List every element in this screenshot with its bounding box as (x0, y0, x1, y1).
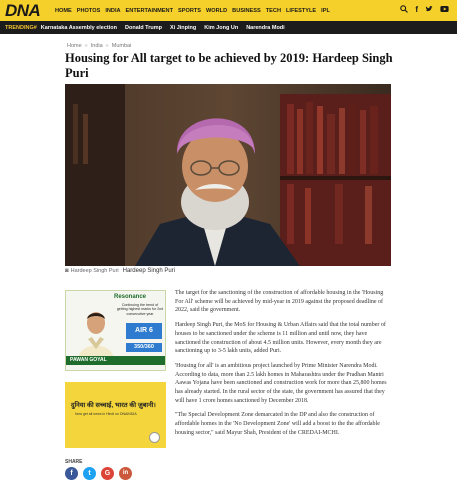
ad-brand: Resonance (114, 294, 147, 300)
trending-item[interactable]: Xi Jinping (169, 24, 197, 31)
top-navbar (0, 0, 457, 21)
trending-item[interactable]: Narendra Modi (246, 24, 285, 31)
article-paragraph: 'Housing for all' is an ambitious project launched by Prime Minister Narendra Modi. According to data, more than 2.5 lakh homes in Maharashtra under the Pradhan Mantri Aawas Yojana have been sanctioned and construction work for more than 25,800 homes has already started. In the rural sector of the state, the government has assured that they will have 1 crore homes sanctioned by December 2018. (175, 362, 387, 404)
nav-item-photos[interactable]: PHOTOS (76, 7, 101, 14)
caption-name: Hardeep Singh Puri (122, 268, 176, 274)
facebook-icon[interactable]: f (415, 5, 418, 14)
ad-logo-icon (149, 432, 160, 443)
breadcrumb-mumbai[interactable]: Mumbai (111, 43, 132, 49)
article-body (175, 289, 392, 444)
header-icons (400, 5, 449, 16)
trending-bar (0, 21, 457, 34)
main-nav (55, 8, 335, 14)
ad-slogan: Continuing the trend of getting highest marks for 2nd consecutive year (116, 303, 164, 316)
article-paragraph: "The Special Development Zone demarcated in the DP and also the construction of affordable homes in the 'No Development Zone' will add a boost to the the affordable housing sector," said Mayur Shah, President of the CREDAI-MCHI. (175, 412, 380, 436)
ad-score-badge: 350/360 (126, 343, 162, 352)
share-label: SHARE (65, 459, 83, 465)
article-title: Housing for All target to be achieved by 2019: Hardeep Singh Puri (65, 51, 393, 80)
nav-item-business[interactable]: BUSINESS (232, 7, 261, 14)
trending-item[interactable]: Karnataka Assembly election (40, 24, 117, 31)
nav-item-tech[interactable]: TECH (265, 7, 281, 14)
caption-credit: Hardeep Singh Puri (70, 268, 119, 274)
nav-item-india[interactable]: INDIA (105, 7, 121, 14)
breadcrumb-separator: » (84, 43, 88, 49)
twitter-share-button[interactable]: t (83, 467, 96, 480)
breadcrumb (67, 43, 131, 49)
nav-item-sports[interactable]: SPORTS (178, 7, 202, 14)
nav-item-world[interactable]: WORLD (206, 7, 228, 14)
trending-item[interactable]: Donald Trump (125, 24, 162, 31)
ad-student-name: PAWAN GOYAL (66, 356, 166, 365)
twitter-icon[interactable] (425, 5, 433, 16)
facebook-share-button[interactable]: f (65, 467, 78, 480)
ad-rank-badge: AIR 6 (126, 323, 162, 339)
linkedin-share-button[interactable]: in (119, 467, 132, 480)
share-buttons (65, 467, 132, 480)
article-paragraph: Hardeep Singh Puri, the MoS for Housing & Urban Affairs said that the total number of houses to be sanctioned under the scheme is 11 million and until now, they have sanctioned the construction of about 4.5 million units. However, every month they are sanctioning up to 3-5 lakh units, added Puri. (175, 322, 386, 355)
nav-item-entertainment[interactable]: ENTERTAINMENT (125, 7, 173, 14)
breadcrumb-india[interactable]: India (90, 43, 103, 49)
ad-subtext: Now get all news in Hindi on DNAINDIA (75, 412, 137, 416)
advertisement-dna-hindi[interactable] (65, 382, 166, 448)
ad-person-image (76, 309, 116, 359)
site-logo[interactable]: DNA (5, 0, 41, 20)
ad-headline: दुनिया की सच्चाई, भारत की ज़ुबानी। (71, 402, 156, 409)
breadcrumb-home[interactable]: Home (67, 43, 82, 49)
article-paragraph: The target for the sanctioning of the construction of affordable housing in the 'Housing For All' scheme will be achieved by mid-year in 2019 against the proposed deadline of 2022, said the government. (175, 290, 384, 314)
advertisement-resonance[interactable] (65, 290, 166, 371)
search-icon[interactable] (400, 5, 408, 16)
breadcrumb-separator: » (105, 43, 109, 49)
nav-item-lifestyle[interactable]: LIFESTYLE (286, 7, 317, 14)
trending-label: TRENDING# (5, 24, 37, 31)
youtube-icon[interactable] (440, 5, 449, 16)
camera-icon: ◙ (65, 268, 69, 274)
nav-item-home[interactable]: HOME (55, 7, 72, 14)
trending-item[interactable]: Kim Jong Un (204, 24, 239, 31)
nav-item-ipl[interactable]: IPL (321, 7, 330, 14)
image-caption (65, 268, 175, 274)
hero-image (65, 84, 391, 266)
google-share-button[interactable]: G (101, 467, 114, 480)
